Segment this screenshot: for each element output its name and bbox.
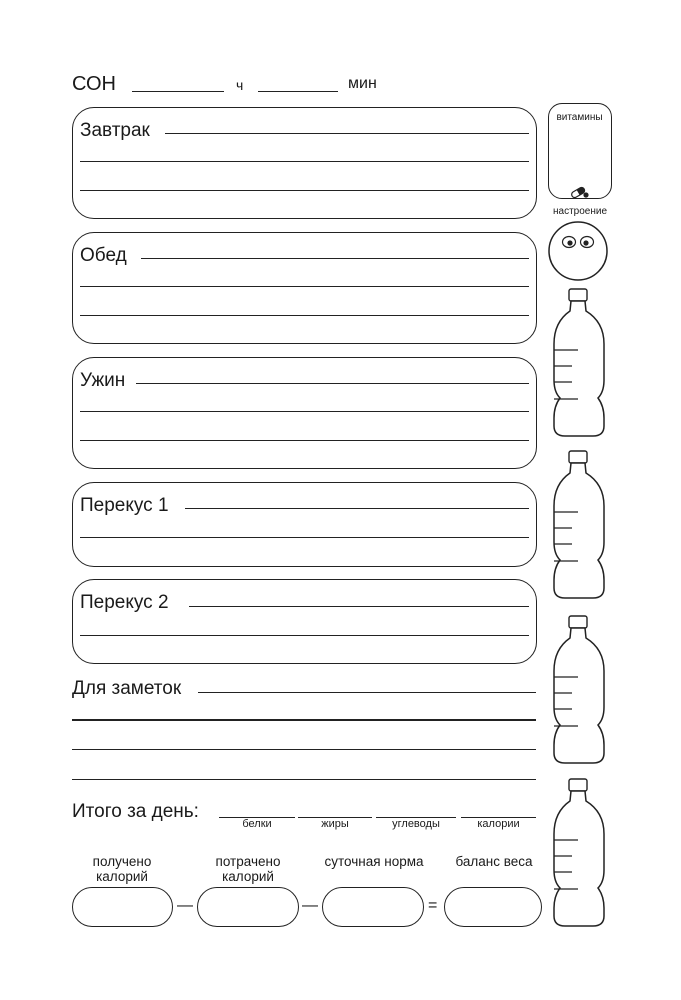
calc-spent-label: потрачено калорий: [215, 854, 281, 884]
water-bottle-icon-4[interactable]: [550, 778, 612, 928]
totals-fat-label: жиры: [321, 818, 349, 830]
notes-label: Для заметок: [72, 678, 182, 699]
breakfast-line-2[interactable]: [80, 161, 529, 162]
snack-2-line-1[interactable]: [189, 606, 529, 607]
breakfast-box: [72, 107, 537, 219]
breakfast-line-1[interactable]: [165, 133, 529, 134]
dinner-label: Ужин: [80, 370, 126, 391]
calc-spent-field[interactable]: [197, 887, 299, 927]
calc-balance-field[interactable]: [444, 887, 542, 927]
notes-line-4[interactable]: [72, 779, 536, 780]
snack-1-line-1[interactable]: [185, 508, 529, 509]
water-bottle-icon-1[interactable]: [550, 288, 612, 438]
snack-1-box: [72, 482, 537, 567]
smiley-icon[interactable]: [548, 221, 610, 283]
notes-line-3[interactable]: [72, 749, 536, 750]
notes-line-2[interactable]: [72, 719, 536, 721]
breakfast-label: Завтрак: [80, 120, 150, 141]
totals-calories-label: калории: [477, 818, 520, 830]
calc-received-field[interactable]: [72, 887, 173, 927]
vitamins-label: витамины: [556, 112, 603, 123]
mood-label: настроение: [552, 206, 608, 217]
totals-protein-label: белки: [242, 818, 272, 830]
calc-balance-label: баланс веса: [455, 854, 533, 869]
dinner-line-3[interactable]: [80, 440, 529, 441]
calc-norm-label: суточная норма: [324, 854, 424, 869]
lunch-label: Обед: [80, 245, 127, 266]
lunch-line-1[interactable]: [141, 258, 529, 259]
calc-received-label: получено калорий: [92, 854, 152, 884]
totals-carbs-label: углеводы: [392, 818, 440, 830]
sleep-hours-field[interactable]: [132, 91, 224, 92]
lunch-line-3[interactable]: [80, 315, 529, 316]
lunch-box: [72, 232, 537, 344]
dinner-line-2[interactable]: [80, 411, 529, 412]
calc-norm-field[interactable]: [322, 887, 424, 927]
snack-1-label: Перекус 1: [80, 495, 169, 516]
snack-2-box: [72, 579, 537, 664]
sleep-minutes-unit: мин: [348, 75, 377, 92]
dinner-line-1[interactable]: [136, 383, 529, 384]
sleep-minutes-field[interactable]: [258, 91, 338, 92]
water-bottle-icon-2[interactable]: [550, 450, 612, 600]
dinner-box: [72, 357, 537, 469]
snack-1-line-2[interactable]: [80, 537, 529, 538]
snack-2-label: Перекус 2: [80, 592, 169, 613]
calc-minus-1: —: [177, 897, 193, 914]
vitamins-box[interactable]: [548, 103, 612, 199]
sleep-hours-unit: ч: [236, 77, 244, 93]
calc-equals: =: [428, 897, 438, 914]
pill-icon: [570, 184, 590, 198]
calc-minus-2: —: [302, 897, 318, 914]
totals-label: Итого за день:: [72, 801, 199, 822]
lunch-line-2[interactable]: [80, 286, 529, 287]
breakfast-line-3[interactable]: [80, 190, 529, 191]
notes-line-1[interactable]: [198, 692, 536, 693]
snack-2-line-2[interactable]: [80, 635, 529, 636]
sleep-label: СОН: [72, 73, 117, 95]
water-bottle-icon-3[interactable]: [550, 615, 612, 765]
